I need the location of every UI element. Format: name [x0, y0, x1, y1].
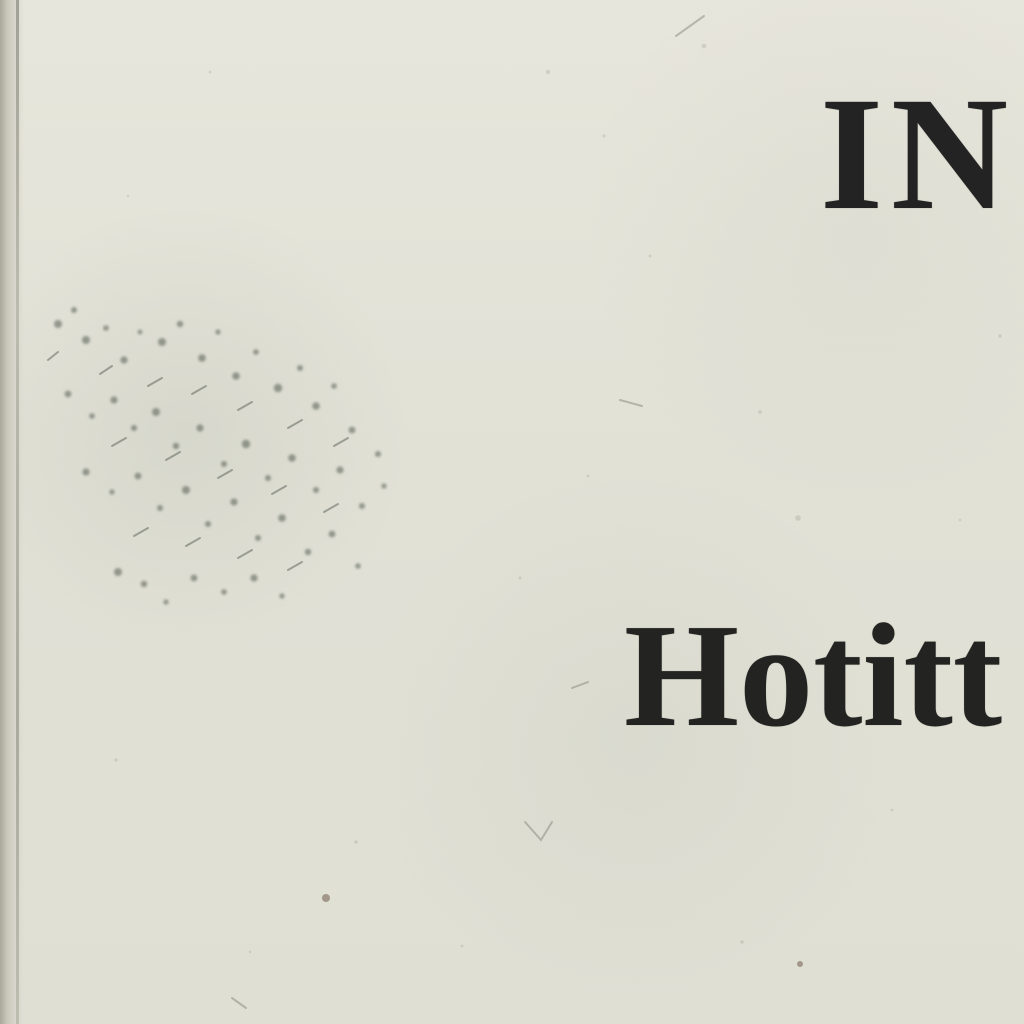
ink-stain [30, 240, 450, 620]
heading-fragment: IN [820, 65, 1017, 244]
body-text-fragment: Hotitt [624, 594, 1003, 758]
